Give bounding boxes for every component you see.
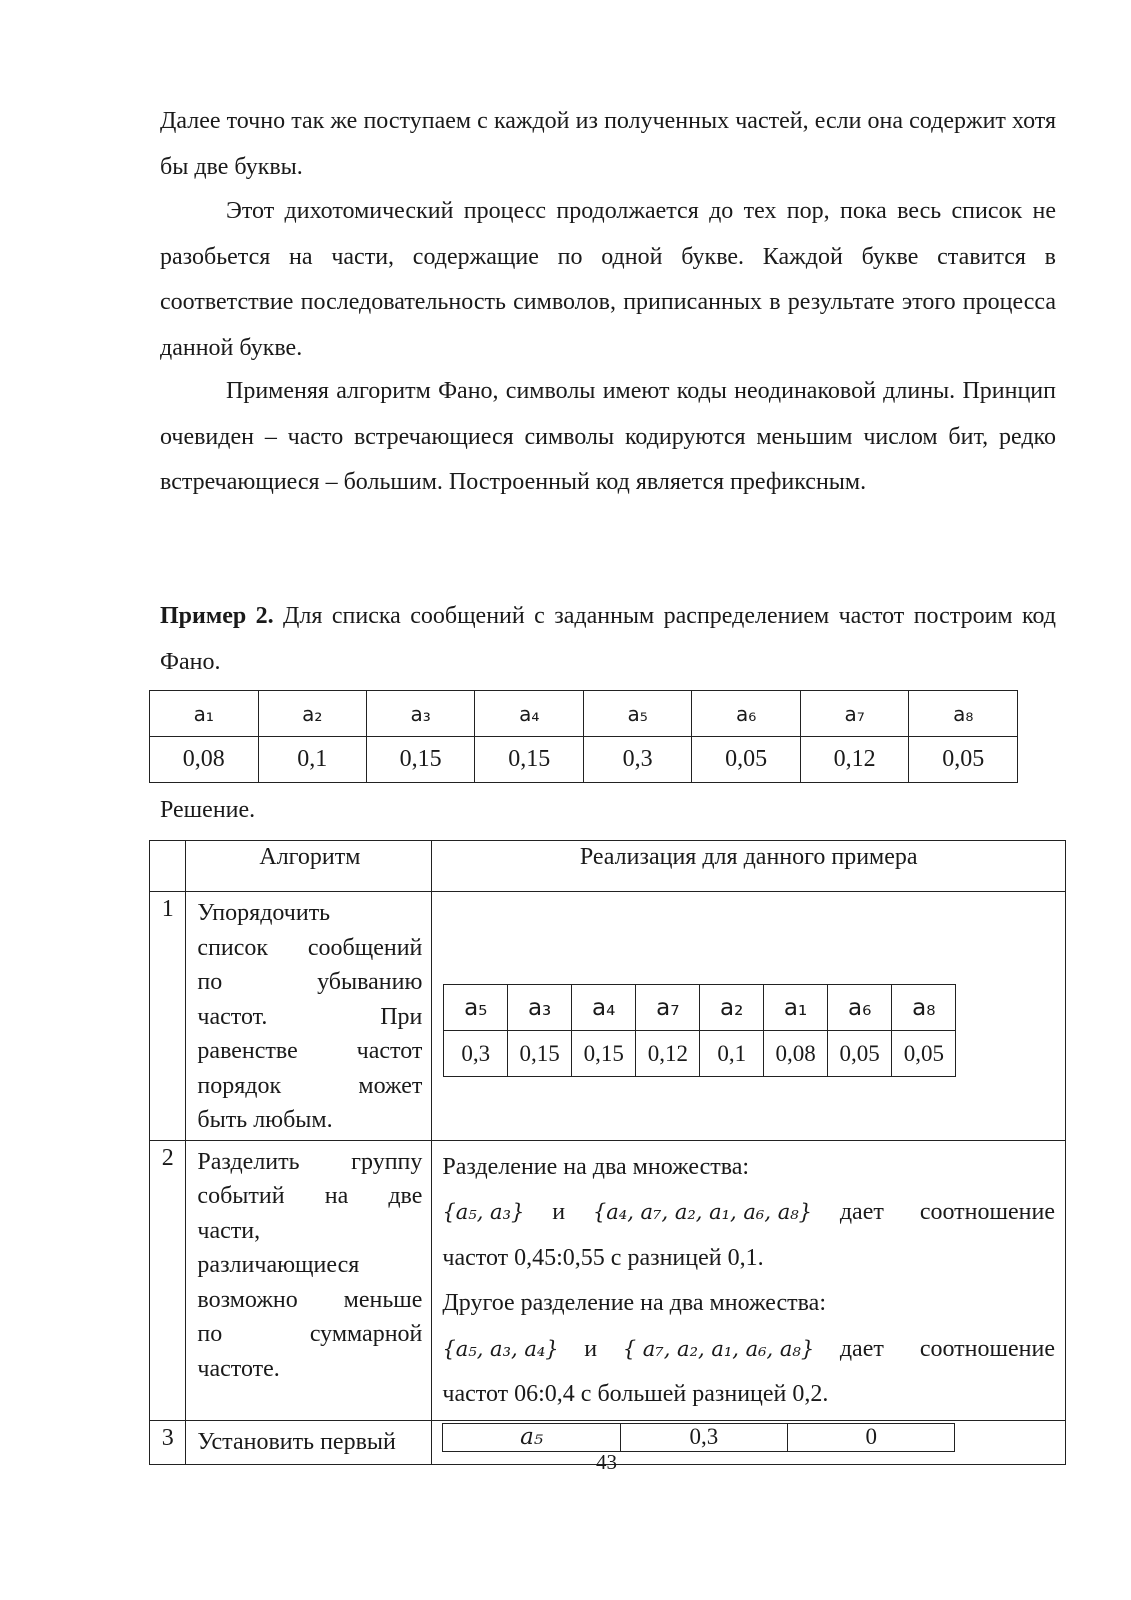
page-number: 43	[596, 1450, 617, 1474]
algorithm-line: по убыванию	[197, 969, 423, 995]
frequency-symbols-row	[150, 691, 1018, 737]
split1-result: частот 0,45:0,55 с разницей 0,1.	[442, 1244, 764, 1271]
frequency-cell: 0,05	[909, 737, 1018, 783]
step3-frequency-cell: 0,3	[620, 1423, 787, 1451]
step3-symbol-cell: a₅	[443, 1423, 620, 1451]
split1-title: Разделение на два множества:	[442, 1153, 750, 1180]
frequency-cell: 0,1	[258, 737, 366, 783]
symbol-cell: a₈	[909, 691, 1018, 737]
step3-row	[443, 1423, 955, 1451]
algorithm-line: порядок может	[197, 1072, 423, 1099]
implementation-step-1	[432, 892, 1066, 1141]
split2-title: Другое разделение на два множества:	[442, 1290, 826, 1316]
sorted-value-cell: 0,12	[636, 1031, 700, 1077]
algorithm-line: быть любым.	[197, 1107, 333, 1133]
example-paragraph	[160, 594, 1056, 685]
sorted-symbol-cell: a₆	[828, 985, 892, 1031]
implementation-step-2	[432, 1140, 1066, 1420]
sorted-symbol-cell: a₁	[764, 985, 828, 1031]
split2-set-a: {a₅, a₃, a₄}	[442, 1336, 559, 1361]
solution-header-row	[150, 841, 1066, 892]
algorithm-line: событий на две	[197, 1183, 423, 1209]
sorted-value-cell: 0,15	[508, 1031, 572, 1077]
sorted-value-cell: 0,08	[764, 1031, 828, 1077]
symbol-cell: a₅	[583, 691, 691, 737]
row-number: 1	[150, 892, 186, 1141]
header-number-cell	[150, 841, 186, 892]
symbol-cell: a₂	[258, 691, 366, 737]
symbol-cell: a₇	[800, 691, 909, 737]
frequency-cell: 0,12	[800, 737, 909, 783]
algorithm-step-2-text	[197, 1145, 422, 1387]
sorted-value-cell: 0,05	[828, 1031, 892, 1077]
algorithm-line: возможно меньше	[197, 1286, 423, 1313]
split1-line	[442, 1190, 1055, 1236]
symbol-cell: a₁	[150, 691, 259, 737]
frequency-values-row	[150, 737, 1018, 783]
paragraph-dichotomy: Этот дихотомический процесс продолжается до тех пор, пока весь список не разобьется на части, содержащие по одной букве. Каждой букве ставится в соответствие последовательность символов, приписанных в результате этого процесса данной букве.	[160, 198, 1056, 361]
frequency-cell: 0,15	[366, 737, 475, 783]
split2-set-b: { a₇, a₂, a₁, a₆, a₈}	[622, 1336, 815, 1361]
split1-set-a: {a₅, a₃}	[442, 1200, 525, 1224]
algorithm-line: Установить первый	[197, 1428, 396, 1455]
split1-set-b: {a₄, a₇, a₂, a₁, a₆, a₈}	[592, 1200, 812, 1224]
paragraph-fano-principle: Применяя алгоритм Фано, символы имеют коды неодинаковой длины. Принцип очевиден – часто встречающиеся символы кодируются меньшим числом бит, редко встречающиеся – большим. Построенный код является префиксным.	[160, 378, 1056, 495]
algorithm-line: частоте.	[197, 1355, 280, 1382]
frequency-table	[149, 690, 1018, 783]
sorted-value-cell: 0,05	[892, 1031, 956, 1077]
sorted-value-cell: 0,3	[444, 1031, 508, 1077]
solution-label: Решение.	[160, 797, 256, 823]
algorithm-line: Разделить группу	[197, 1148, 423, 1175]
algorithm-step-1-text	[197, 896, 422, 1138]
algorithm-line: список сообщений	[197, 934, 423, 961]
frequency-cell: 0,08	[150, 737, 259, 783]
split2-gives: дает соотношение	[839, 1335, 1055, 1362]
sorted-symbol-cell: a₃	[508, 985, 572, 1031]
algorithm-line: частот. При	[197, 1003, 423, 1030]
symbol-cell: a₄	[475, 691, 584, 737]
algorithm-line: различающиеся	[197, 1252, 360, 1278]
sorted-symbol-cell: a₇	[636, 985, 700, 1031]
split2-and: и	[584, 1335, 598, 1362]
split1-and: и	[552, 1199, 566, 1225]
algorithm-step-1	[186, 892, 432, 1141]
symbol-cell: a₆	[692, 691, 801, 737]
sorted-value-cell: 0,1	[700, 1031, 764, 1077]
step3-code-cell: 0	[788, 1423, 955, 1451]
sorted-value-cell: 0,15	[572, 1031, 636, 1077]
algorithm-step-2	[186, 1140, 432, 1420]
sorted-values-row	[444, 1031, 956, 1077]
sorted-symbol-cell: a₅	[444, 985, 508, 1031]
solution-row-2	[150, 1140, 1066, 1420]
split1-gives: дает соотношение	[839, 1199, 1055, 1225]
example-text: Для списка сообщений с заданным распределением частот построим код Фано.	[160, 603, 1057, 675]
frequency-cell: 0,15	[475, 737, 584, 783]
algorithm-line: части,	[197, 1217, 261, 1244]
algorithm-line: равенстве частот	[197, 1038, 423, 1064]
header-algorithm: Алгоритм	[186, 841, 432, 892]
split2-line	[442, 1327, 1055, 1373]
row-number: 2	[150, 1140, 186, 1420]
sorted-symbol-cell: a₈	[892, 985, 956, 1031]
algorithm-line: по суммарной	[197, 1321, 423, 1347]
example-label: Пример 2.	[160, 603, 274, 629]
frequency-cell: 0,3	[583, 737, 691, 783]
solution-table	[149, 840, 1066, 1465]
step3-table	[442, 1423, 955, 1452]
algorithm-line: Упорядочить	[197, 900, 331, 926]
frequency-cell: 0,05	[692, 737, 801, 783]
sorted-frequency-table	[443, 984, 956, 1077]
sorted-symbols-row	[444, 985, 956, 1031]
header-implementation: Реализация для данного примера	[432, 841, 1066, 892]
sorted-symbol-cell: a₂	[700, 985, 764, 1031]
paragraph-continuation: Далее точно так же поступаем с каждой из полученных частей, если она содержит хотя бы две буквы.	[160, 108, 1056, 180]
row-number: 3	[150, 1420, 186, 1464]
symbol-cell: a₃	[366, 691, 475, 737]
sorted-symbol-cell: a₄	[572, 985, 636, 1031]
split2-result: частот 06:0,4 с большей разницей 0,2.	[442, 1381, 829, 1407]
solution-row-1	[150, 892, 1066, 1141]
